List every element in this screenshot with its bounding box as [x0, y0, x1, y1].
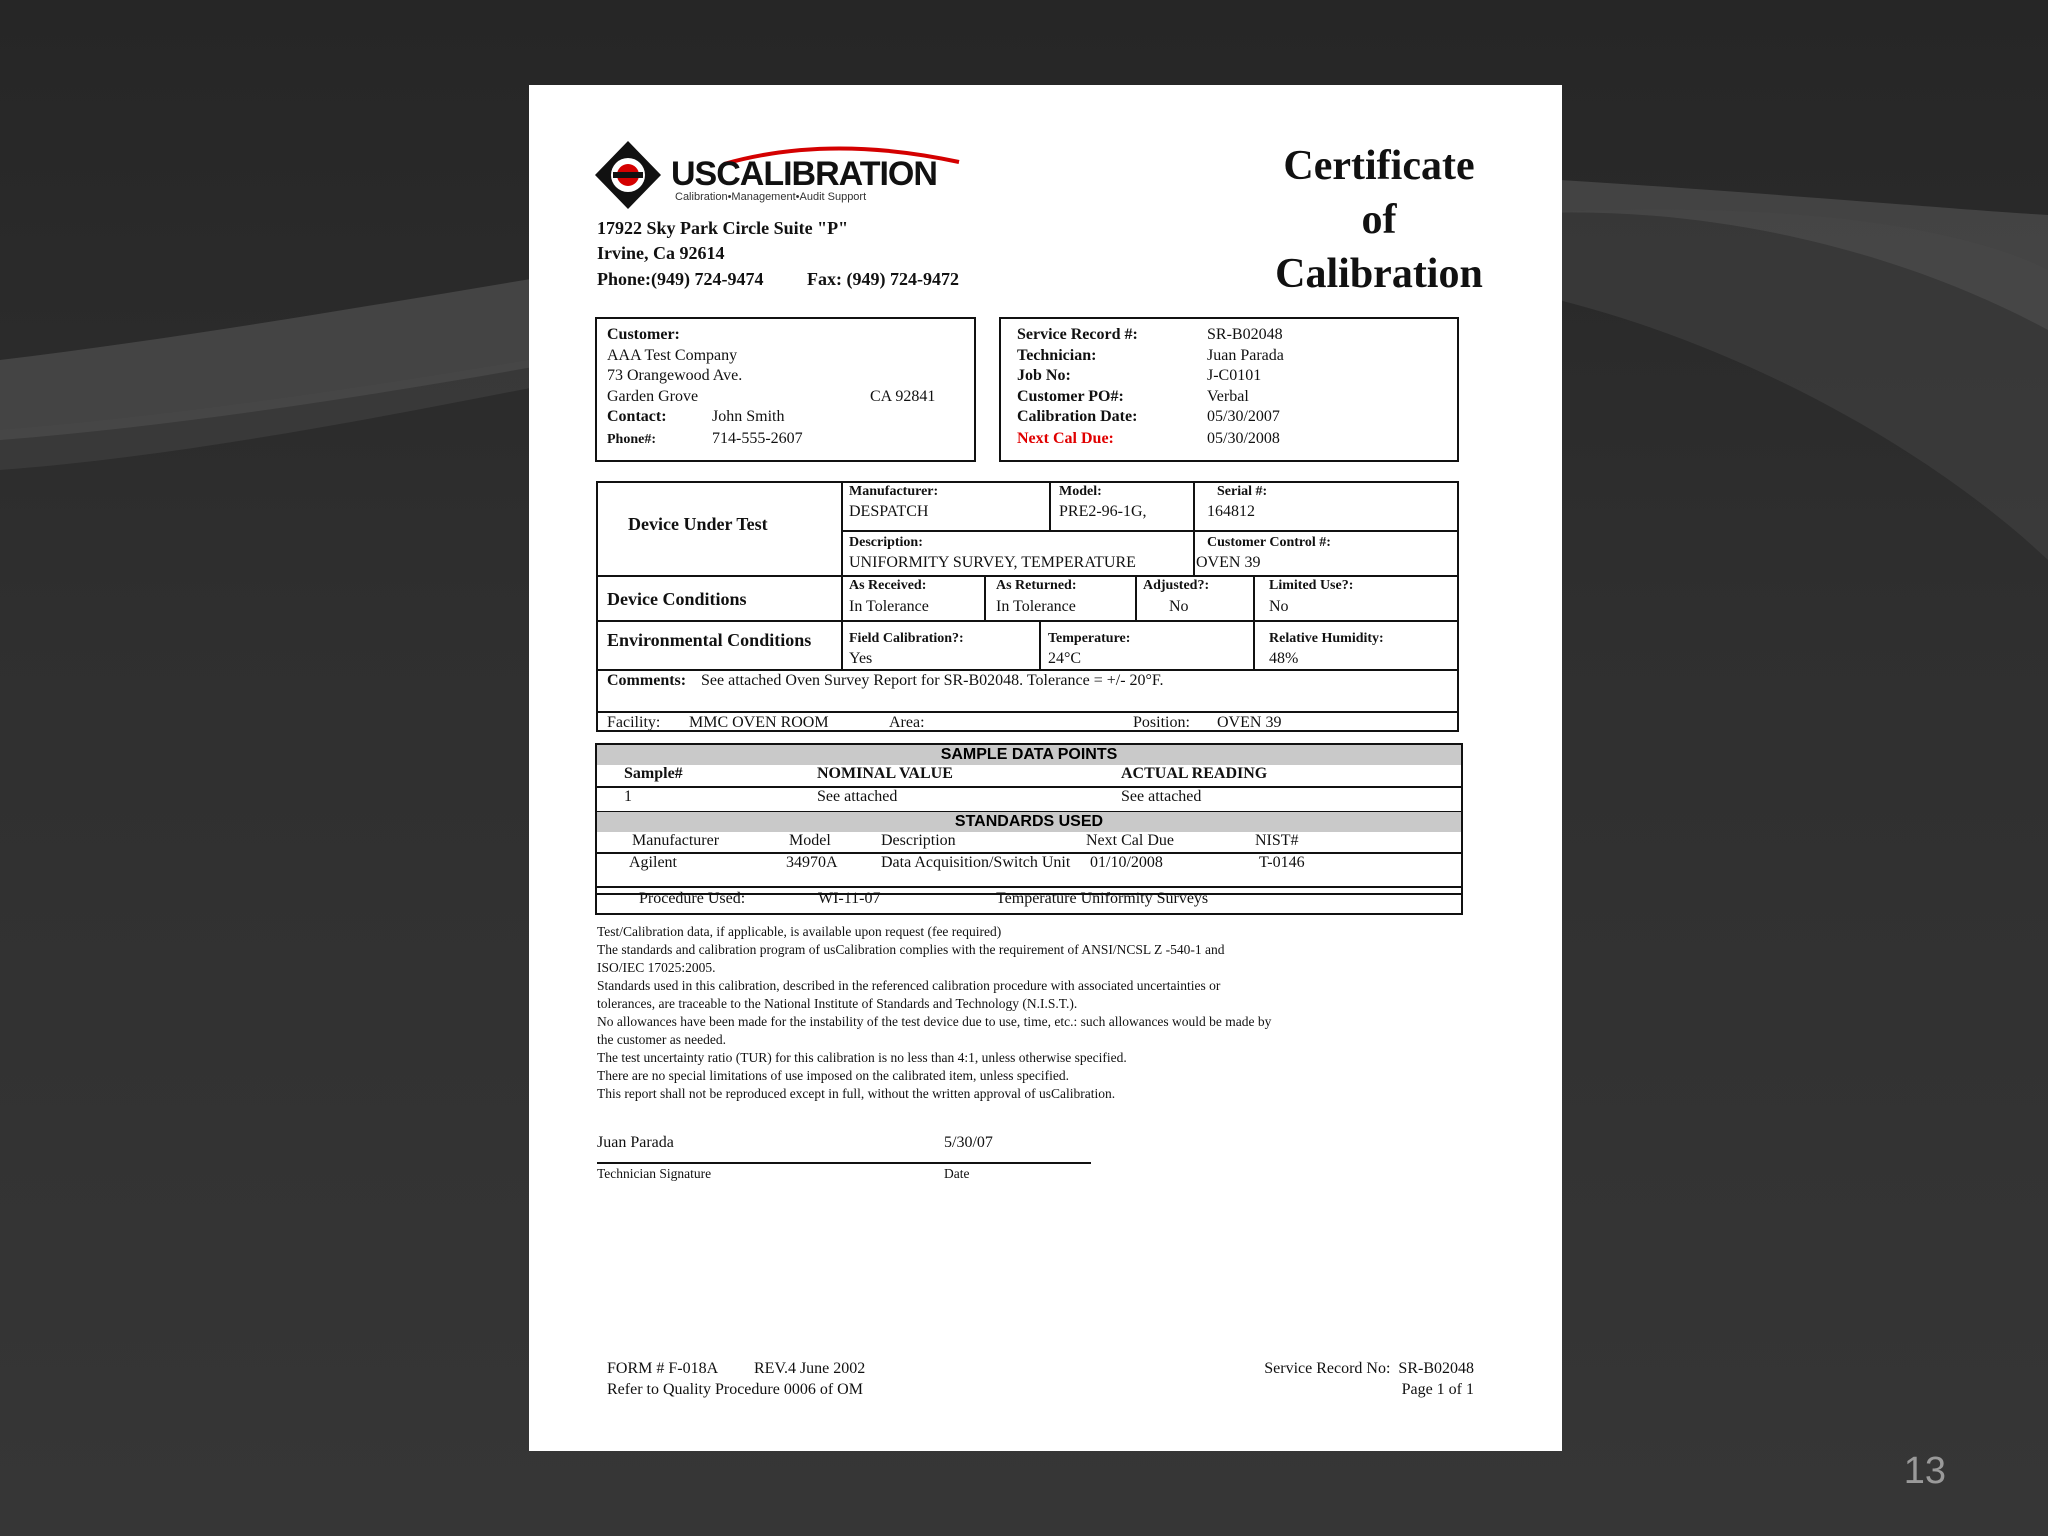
- sample-row-actual: See attached: [1121, 788, 1202, 805]
- technician-label: Technician:: [1017, 347, 1097, 364]
- footer-page: Page 1 of 1: [1401, 1381, 1474, 1398]
- footer-rev: REV.4 June 2002: [754, 1360, 866, 1377]
- uscalibration-logo-icon: [593, 139, 663, 211]
- description-value: UNIFORMITY SURVEY, TEMPERATURE: [849, 554, 1136, 571]
- environmental-conditions-label: Environmental Conditions: [607, 630, 812, 650]
- standards-col-manufacturer: Manufacturer: [632, 832, 720, 849]
- calibration-date-value: 05/30/2007: [1207, 408, 1280, 425]
- customer-city: Garden Grove: [607, 388, 699, 405]
- customer-name: AAA Test Company: [607, 347, 738, 364]
- customer-contact: John Smith: [712, 408, 785, 425]
- technician-signature-name: Juan Parada: [597, 1134, 674, 1151]
- adjusted-value: No: [1169, 598, 1189, 615]
- limited-use-value: No: [1269, 598, 1289, 615]
- footer-refer: Refer to Quality Procedure 0006 of OM: [607, 1381, 863, 1398]
- standards-row-model: 34970A: [786, 854, 838, 871]
- company-address-line1: 17922 Sky Park Circle Suite "P": [597, 218, 849, 238]
- adjusted-label: Adjusted?:: [1143, 578, 1210, 593]
- note-line: There are no special limitations of use imposed on the calibrated item, unless specified.: [597, 1068, 1069, 1083]
- field-calibration-value: Yes: [849, 650, 873, 667]
- footer-record-label: Service Record No:: [1264, 1360, 1391, 1377]
- standards-col-nist: NIST#: [1255, 832, 1299, 849]
- next-cal-due-label: Next Cal Due:: [1017, 430, 1114, 447]
- standards-row-description: Data Acquisition/Switch Unit: [881, 854, 1071, 871]
- job-label: Job No:: [1017, 367, 1071, 384]
- job-value: J-C0101: [1207, 367, 1262, 384]
- temperature-value: 24°C: [1048, 650, 1082, 667]
- company-address-line2: Irvine, Ca 92614: [597, 243, 725, 263]
- description-label: Description:: [849, 535, 923, 550]
- device-conditions-label: Device Conditions: [607, 589, 747, 609]
- certificate-title-line3: Calibration: [1275, 251, 1483, 297]
- footer-service-record: [1264, 1361, 1474, 1377]
- area-label: Area:: [889, 714, 925, 731]
- note-line: Standards used in this calibration, described in the referenced calibration procedure with associated uncertainties or: [597, 978, 1221, 993]
- service-record-label: Service Record #:: [1017, 326, 1138, 343]
- limited-use-label: Limited Use?:: [1269, 578, 1354, 593]
- note-line: ISO/IEC 17025:2005.: [597, 960, 716, 975]
- serial-label: Serial #:: [1217, 484, 1268, 499]
- customer-control-value: OVEN 39: [1196, 554, 1261, 571]
- signature-line: [597, 1162, 1091, 1164]
- customer-state-zip: CA 92841: [870, 388, 936, 405]
- certificate-page: [529, 85, 1562, 1451]
- company-phone: Phone:(949) 724-9474: [597, 269, 764, 289]
- footer-record-value: SR-B02048: [1398, 1360, 1474, 1377]
- manufacturer-value: DESPATCH: [849, 503, 929, 520]
- as-received-label: As Received:: [849, 578, 927, 593]
- sample-data-title: SAMPLE DATA POINTS: [597, 745, 1461, 765]
- sample-col-actual: ACTUAL READING: [1121, 765, 1268, 782]
- certificate-title-line2: of: [1361, 197, 1397, 243]
- humidity-value: 48%: [1269, 650, 1299, 667]
- customer-street: 73 Orangewood Ave.: [607, 367, 743, 384]
- note-line: No allowances have been made for the instability of the test device due to use, time, etc.: such allowances would be made by: [597, 1014, 1272, 1029]
- standards-col-next-due: Next Cal Due: [1086, 832, 1174, 849]
- certificate-title-line1: Certificate: [1283, 143, 1475, 189]
- sample-row-number: 1: [624, 788, 632, 805]
- as-returned-label: As Returned:: [996, 578, 1077, 593]
- procedure-label: Procedure Used:: [639, 890, 746, 907]
- customer-phone-label: Phone#:: [607, 432, 656, 447]
- standards-row-next-due: 01/10/2008: [1090, 854, 1163, 871]
- manufacturer-label: Manufacturer:: [849, 484, 939, 499]
- next-cal-due-value: 05/30/2008: [1207, 430, 1280, 447]
- sample-col-sample: Sample#: [624, 765, 683, 782]
- note-line: tolerances, are traceable to the National Institute of Standards and Technology (N.I.S.T.).: [597, 996, 1078, 1011]
- technician-value: Juan Parada: [1207, 347, 1284, 364]
- slide-number: 13: [1903, 1450, 1946, 1492]
- note-line: Test/Calibration data, if applicable, is available upon request (fee required): [597, 924, 1002, 939]
- as-returned-value: In Tolerance: [996, 598, 1076, 615]
- standards-row-nist: T-0146: [1259, 854, 1305, 871]
- procedure-code: WI-11-07: [818, 890, 881, 907]
- customer-phone: 714-555-2607: [712, 430, 803, 447]
- note-line: The standards and calibration program of usCalibration complies with the requirement of ANSI/NCSL Z -540-1 and: [597, 942, 1225, 957]
- facility-value: MMC OVEN ROOM: [689, 714, 829, 731]
- device-under-test-label: Device Under Test: [628, 514, 768, 534]
- calibration-date-label: Calibration Date:: [1017, 408, 1138, 425]
- logo-text: USCALIBRATION: [671, 155, 937, 193]
- standards-used-title: STANDARDS USED: [597, 812, 1461, 832]
- signature-date: 5/30/07: [944, 1134, 993, 1151]
- temperature-label: Temperature:: [1048, 631, 1131, 646]
- model-value: PRE2-96-1G,: [1059, 503, 1147, 520]
- humidity-label: Relative Humidity:: [1269, 631, 1384, 646]
- position-value: OVEN 39: [1217, 714, 1282, 731]
- customer-contact-label: Contact:: [607, 408, 667, 425]
- model-label: Model:: [1059, 484, 1102, 499]
- customer-label: Customer:: [607, 326, 680, 343]
- technician-signature-label: Technician Signature: [597, 1166, 712, 1181]
- standards-row-manufacturer: Agilent: [629, 854, 677, 871]
- standards-col-model: Model: [789, 832, 831, 849]
- position-label: Position:: [1133, 714, 1190, 731]
- comments-label: Comments:: [607, 672, 687, 689]
- signature-date-label: Date: [944, 1166, 970, 1181]
- field-calibration-label: Field Calibration?:: [849, 631, 964, 646]
- note-line: the customer as needed.: [597, 1032, 726, 1047]
- customer-po-value: Verbal: [1207, 388, 1249, 405]
- note-line: The test uncertainty ratio (TUR) for this calibration is no less than 4:1, unless otherwise specified.: [597, 1050, 1127, 1065]
- procedure-name: Temperature Uniformity Surveys: [996, 890, 1209, 907]
- comments-text: See attached Oven Survey Report for SR-B02048. Tolerance = +/- 20°F.: [701, 672, 1164, 689]
- standards-col-description: Description: [881, 832, 956, 849]
- customer-control-label: Customer Control #:: [1207, 535, 1331, 550]
- service-record-value: SR-B02048: [1207, 326, 1283, 343]
- as-received-value: In Tolerance: [849, 598, 929, 615]
- serial-value: 164812: [1207, 503, 1255, 520]
- note-line: This report shall not be reproduced except in full, without the written approval of usCalibration.: [597, 1086, 1116, 1101]
- customer-po-label: Customer PO#:: [1017, 388, 1124, 405]
- sample-col-nominal: NOMINAL VALUE: [817, 765, 953, 782]
- sample-row-nominal: See attached: [817, 788, 898, 805]
- logo-tagline: Calibration•Management•Audit Support: [675, 191, 867, 203]
- company-fax: Fax: (949) 724-9472: [807, 269, 959, 289]
- facility-label: Facility:: [607, 714, 661, 731]
- footer-form: FORM # F-018A: [607, 1360, 719, 1377]
